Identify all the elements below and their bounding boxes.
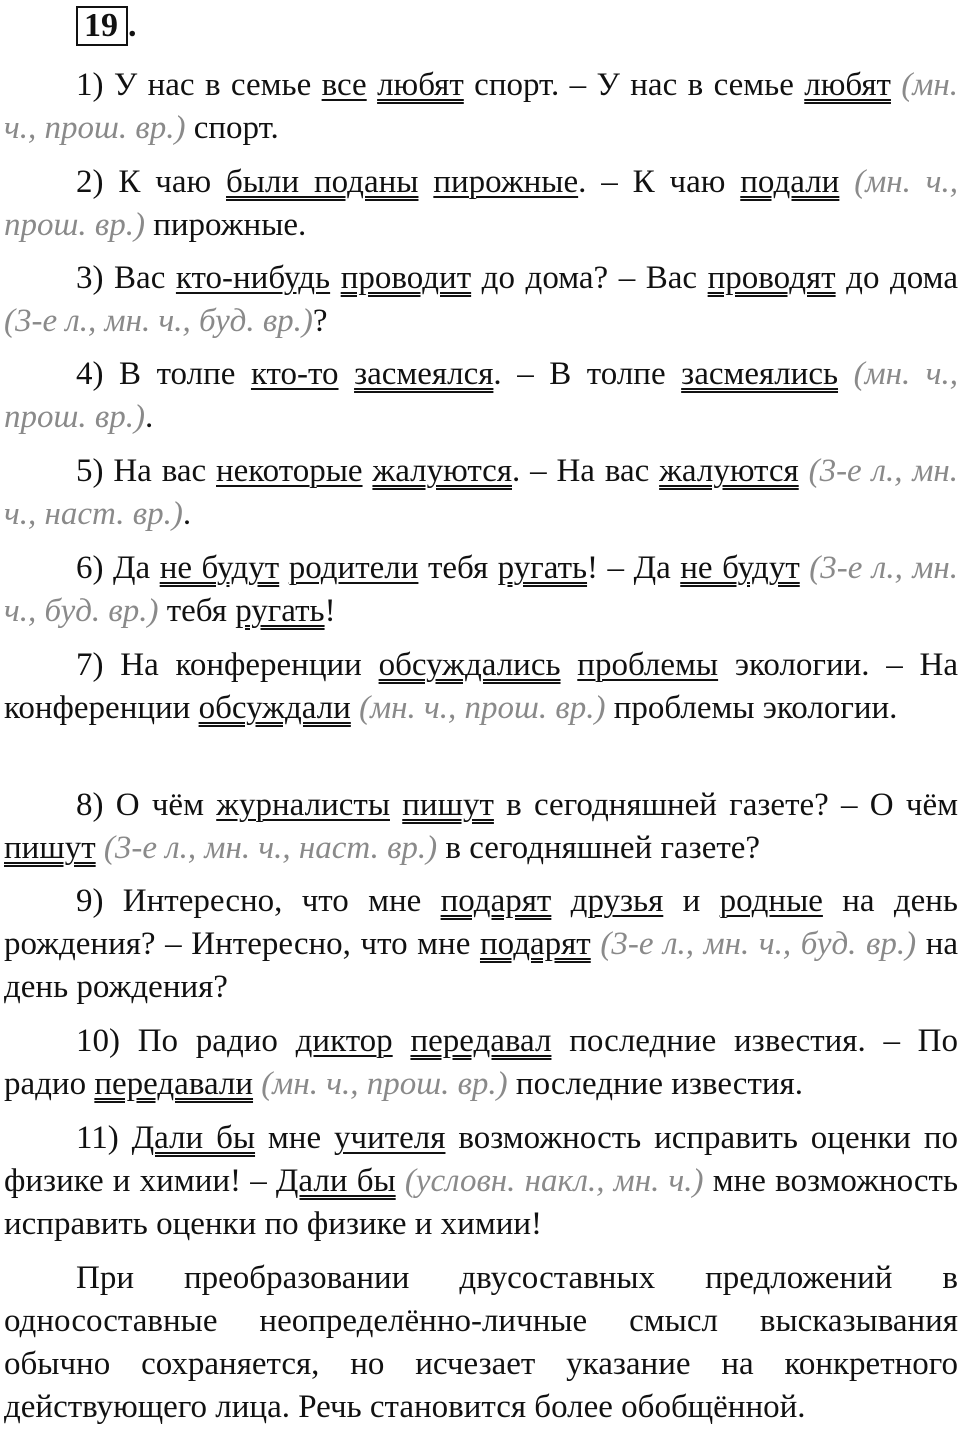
text-run [591, 926, 601, 962]
text-run [838, 356, 854, 392]
subject: диктор [295, 1023, 393, 1059]
text-run: 1) У нас в семье [76, 67, 322, 103]
sentence-11 [4, 1117, 958, 1246]
text-run [561, 647, 578, 683]
text-run: 4) В толпе [76, 356, 251, 392]
conclusion-paragraph: При преобразовании двусоставных предложений в односоставные неопределённо-личные смысл высказывания обычно сохраняется, но исчезает указание на конкретного действующего лица. Речь становится более обобщённой. [4, 1260, 958, 1425]
text-run: последние известия. – По радио [4, 1023, 959, 1102]
text-run: проблемы экологии. [605, 690, 898, 726]
sentence-9 [4, 880, 958, 1009]
predicate: проводит [340, 260, 472, 296]
text-run: последние известия. [507, 1066, 803, 1102]
text-run [418, 164, 433, 200]
sentence-3 [4, 257, 958, 343]
predicate: подарят [479, 926, 591, 962]
text-run [799, 453, 809, 489]
grammar-note: (3-е л., мн. ч., наст. вр.) [4, 453, 959, 532]
subject: журналисты [216, 787, 390, 823]
task-number [76, 6, 137, 46]
predicate: жалуются [372, 453, 512, 489]
predicate: засмеялись [681, 356, 839, 392]
text-run: 11) [76, 1120, 132, 1156]
text-run [367, 67, 377, 103]
predicate: Дали бы [131, 1120, 256, 1156]
sentence-1 [4, 64, 958, 150]
predicate: проводят [707, 260, 836, 296]
task-number-box: 19 [76, 6, 128, 46]
text-run: спорт. [185, 110, 279, 146]
predicate: не будут [680, 550, 800, 586]
predicate: любят [377, 67, 464, 103]
text-run [96, 830, 104, 866]
predicate: подали [740, 164, 840, 200]
task-number-dot: . [128, 7, 137, 44]
text-run: 7) На конференции [76, 647, 379, 683]
text-run: . – К чаю [578, 164, 741, 200]
text-run: мне возможность исправить оценки по физике и химии! [4, 1163, 959, 1242]
text-run: 2) К чаю [76, 164, 227, 200]
text-run: тебя [418, 550, 498, 586]
sentence-6 [4, 547, 958, 633]
predicate: не будут [159, 550, 280, 586]
sentence-2 [4, 161, 958, 247]
text-run: 6) Да [76, 550, 160, 586]
sentence-4 [4, 353, 958, 439]
predicate: ругать [235, 593, 325, 629]
predicate: были поданы [226, 164, 419, 200]
predicate: передавали [94, 1066, 254, 1102]
predicate: пишут [4, 830, 96, 866]
text-run: ? [312, 303, 328, 339]
text-run: тебя [158, 593, 236, 629]
text-run: на день рождения? [4, 926, 958, 1005]
grammar-note: (условн. накл., мн. ч.) [404, 1163, 704, 1199]
text-run [390, 787, 402, 823]
text-run: . – На вас [512, 453, 660, 489]
text-run [330, 260, 341, 296]
predicate: засмеялся [354, 356, 494, 392]
grammar-note: (мн. ч., прош. вр.) [4, 356, 959, 435]
subject: кто-нибудь [175, 260, 331, 296]
text-run: . [182, 496, 192, 532]
text-run: до дома? – Вас [471, 260, 708, 296]
text-run: ! [324, 593, 336, 629]
text-run [800, 550, 810, 586]
text-run: 8) О чём [76, 787, 217, 823]
grammar-note: (мн. ч., прош. вр.) [4, 67, 959, 146]
predicate: жалуются [659, 453, 799, 489]
text-run: 5) На вас [76, 453, 216, 489]
subject: некоторые [216, 453, 363, 489]
predicate: передавал [410, 1023, 552, 1059]
grammar-note: (3-е л., мн. ч., наст. вр.) [103, 830, 438, 866]
sentence-8 [4, 784, 958, 870]
text-run: 9) Интересно, что мне [76, 883, 441, 919]
text-run [396, 1163, 405, 1199]
subject: друзья [570, 883, 664, 919]
text-run: на день рождения? – Интересно, что мне [4, 883, 958, 962]
text-run: в сегодняшней газете? [437, 830, 761, 866]
grammar-note: (3-е л., мн. ч., буд. вр.) [4, 303, 313, 339]
sentence-10 [4, 1020, 958, 1106]
grammar-note: (3-е л., мн. ч., буд. вр.) [4, 550, 959, 629]
subject: все [321, 67, 367, 103]
grammar-note: (мн. ч., прош. вр.) [4, 164, 959, 243]
text-run [551, 883, 570, 919]
grammar-note: (мн. ч., прош. вр.) [261, 1066, 508, 1102]
subject: родители [288, 550, 419, 586]
grammar-note: (3-е л., мн. ч., буд. вр.) [600, 926, 917, 962]
text-run: . [144, 399, 154, 435]
subject: пирожные [433, 164, 579, 200]
text-run [351, 690, 359, 726]
text-run [363, 453, 373, 489]
subject: проблемы [577, 647, 719, 683]
text-run: 10) По радио [76, 1023, 296, 1059]
text-run [891, 67, 901, 103]
text-run: в сегодняшней газете? – О чём [493, 787, 959, 823]
text-run: пирожные. [144, 207, 307, 243]
text-run [393, 1023, 411, 1059]
text-run [339, 356, 355, 392]
text-run: . – В толпе [493, 356, 682, 392]
predicate: Дали бы [275, 1163, 396, 1199]
subject: кто-то [250, 356, 339, 392]
predicate: любят [804, 67, 891, 103]
text-run: до дома [835, 260, 958, 296]
predicate: обсуждались [378, 647, 561, 683]
text-run: и [663, 883, 720, 919]
predicate: обсуждали [198, 690, 351, 726]
grammar-note: (мн. ч., прош. вр.) [359, 690, 606, 726]
subject: родные [719, 883, 823, 919]
text-run: экологии. – На конференции [4, 647, 959, 726]
text-run: мне [255, 1120, 334, 1156]
predicate: подарят [440, 883, 552, 919]
sentence-7 [4, 644, 958, 730]
predicate: ругать [497, 550, 588, 586]
sentence-5 [4, 450, 958, 536]
text-run [839, 164, 854, 200]
subject: учителя [333, 1120, 446, 1156]
text-run [279, 550, 289, 586]
text-run: спорт. – У нас в семье [463, 67, 805, 103]
text-run: ! – Да [587, 550, 681, 586]
text-run: возможность исправить оценки по физике и химии! – [4, 1120, 958, 1199]
text-run: 3) Вас [76, 260, 176, 296]
predicate: пишут [402, 787, 494, 823]
